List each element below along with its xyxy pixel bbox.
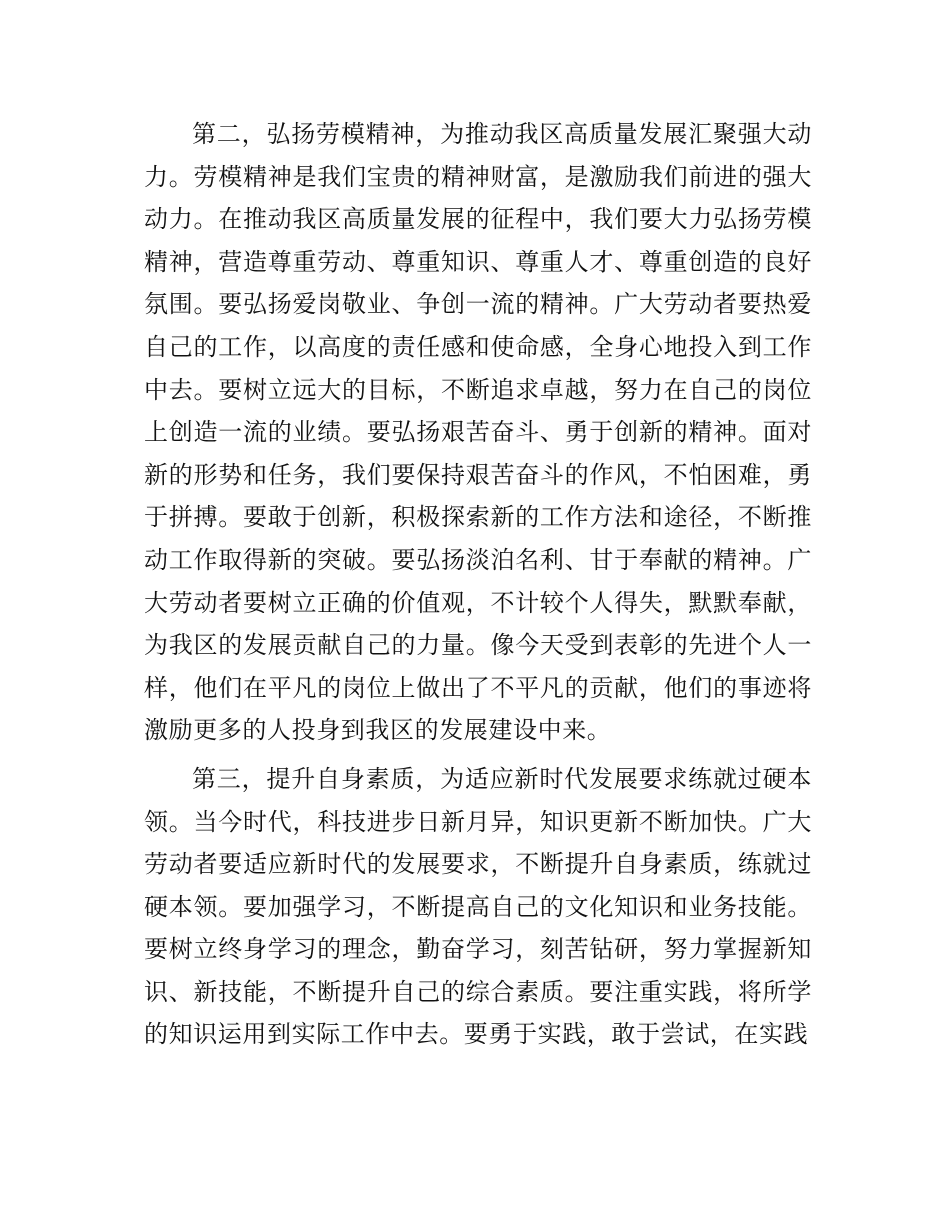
document-body: [144, 113, 812, 1056]
paragraph-third-point: 第三，提升自身素质，为适应新时代发展要求练就过硬本领。当今时代，科技进步日新月异，知识更新不断加快。广大劳动者要适应新时代的发展要求，不断提升自身素质，练就过硬本领。要加强学习，不断提高自己的文化知识和业务技能。要树立终身学习的理念，勤奋学习，刻苦钻研，努力掌握新知识、新技能，不断提升自己的综合素质。要注重实践，将所学的知识运用到实际工作中去。要勇于实践，敢于尝试，在实践: [144, 764, 812, 1049]
paragraph-second-point: 第二，弘扬劳模精神，为推动我区高质量发展汇聚强大动力。劳模精神是我们宝贵的精神财富，是激励我们前进的强大动力。在推动我区高质量发展的征程中，我们要大力弘扬劳模精神，营造尊重劳动、尊重知识、尊重人才、尊重创造的良好氛围。要弘扬爱岗敬业、争创一流的精神。广大劳动者要热爱自己的工作，以高度的责任感和使命感，全身心地投入到工作中去。要树立远大的目标，不断追求卓越，努力在自己的岗位上创造一流的业绩。要弘扬艰苦奋斗、勇于创新的精神。面对新的形势和任务，我们要保持艰苦奋斗的作风，不怕困难，勇于拼搏。要敢于创新，积极探索新的工作方法和途径，不断推动工作取得新的突破。要弘扬淡泊名利、甘于奉献的精神。广大劳动者要树立正确的价值观，不计较个人得失，默默奉献，为我区的发展贡献自己的力量。像今天受到表彰的先进个人一样，他们在平凡的岗位上做出了不平凡的贡献，他们的事迹将激励更多的人投身到我区的发展建设中来。: [144, 120, 812, 745]
